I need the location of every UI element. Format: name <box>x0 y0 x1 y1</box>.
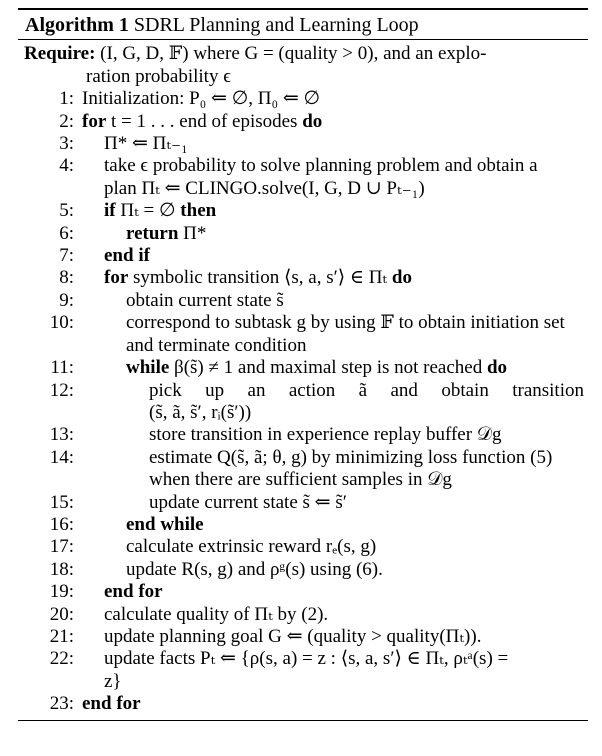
algorithm-label: Algorithm 1 <box>25 14 129 36</box>
keyword: if <box>104 200 116 222</box>
line-text <box>74 424 588 446</box>
line-text <box>74 357 588 379</box>
line-text <box>74 581 588 603</box>
algorithm-line <box>18 111 588 133</box>
algorithm-line <box>18 290 588 312</box>
statement-text: Initialization: P₀ ⇐ ∅, Π₀ ⇐ ∅ <box>82 88 321 110</box>
line-number: 21: <box>49 625 74 647</box>
line-text <box>74 245 588 267</box>
algorithm-line <box>18 581 588 603</box>
statement-continuation: z} <box>104 670 122 692</box>
keyword: for <box>82 110 107 132</box>
algorithm-line <box>18 267 588 289</box>
line-number: 13: <box>49 424 74 446</box>
keyword: do <box>391 267 412 289</box>
line-number: 3: <box>59 133 74 155</box>
line-text <box>74 492 588 514</box>
algorithm-line <box>18 223 588 245</box>
algorithm-line <box>18 312 588 357</box>
statement-text: update facts Pₜ ⇐ {ρ(s, a) = z : ⟨s, a, s′⟩ ∈ Πₜ, ρₜᵃ(s) = <box>104 648 509 670</box>
keyword: end if <box>104 245 150 267</box>
line-number: 22: <box>49 648 74 670</box>
algorithm-line <box>18 559 588 581</box>
statement-text: obtain current state s̃ <box>126 289 284 311</box>
statement-text: calculate extrinsic reward rₑ(s, g) <box>126 536 377 558</box>
line-text <box>74 223 588 245</box>
statement-text: correspond to subtask g by using 𝔽 to obtain initiation set <box>126 312 565 334</box>
bottom-rule <box>18 720 588 721</box>
line-text <box>74 267 588 289</box>
line-number: 9: <box>59 289 74 311</box>
algorithm-line <box>18 155 588 200</box>
line-text <box>74 604 588 626</box>
line-number: 17: <box>49 536 74 558</box>
line-number: 7: <box>59 245 74 267</box>
statement-text: pick up an action ã and obtain transition <box>149 379 584 401</box>
line-text <box>74 111 588 133</box>
statement-continuation: (s̃, ã, s̃′, rᵢ(s̃′)) <box>149 401 252 423</box>
require-continuation: ration probability ϵ <box>86 65 231 87</box>
line-text <box>74 155 588 200</box>
statement-text: t = 1 . . . end of episodes <box>106 110 303 132</box>
algorithm-title: SDRL Planning and Learning Loop <box>133 14 419 36</box>
keyword: for <box>104 267 129 289</box>
line-number: 14: <box>49 446 74 468</box>
keyword: then <box>180 200 217 222</box>
keyword: do <box>302 110 323 132</box>
statement-text: symbolic transition ⟨s, a, s′⟩ ∈ Πₜ <box>128 267 392 289</box>
line-number: 11: <box>50 357 74 379</box>
algorithm-line <box>18 357 588 379</box>
statement-continuation: plan Πₜ ⇐ CLINGO.solve(I, G, D ∪ Pₜ₋₁) <box>104 177 425 199</box>
keyword: end while <box>126 513 204 535</box>
line-text <box>74 312 588 357</box>
algorithm-line <box>18 492 588 514</box>
algorithm-body <box>18 40 588 715</box>
statement-text: update planning goal G ⇐ (quality > quality(Πₜ)). <box>104 625 482 647</box>
line-number: 20: <box>49 603 74 625</box>
algorithm-line <box>18 380 588 425</box>
algorithm-line <box>18 200 588 222</box>
algorithm-line <box>18 648 588 693</box>
line-text <box>74 200 588 222</box>
keyword: return <box>126 222 179 244</box>
algorithm-line <box>18 133 588 155</box>
require-line <box>18 43 588 88</box>
algorithm-line <box>18 424 588 446</box>
require-keyword: Require: <box>24 43 96 65</box>
statement-text: store transition in experience replay buffer 𝒟g <box>149 424 502 446</box>
line-number: 8: <box>59 267 74 289</box>
line-text <box>74 290 588 312</box>
algorithm-line <box>18 626 588 648</box>
algorithm-line <box>18 604 588 626</box>
statement-continuation: when there are sufficient samples in 𝒟g <box>149 469 452 491</box>
statement-text: calculate quality of Πₜ by (2). <box>104 603 329 625</box>
line-text <box>74 447 588 492</box>
statement-text: β(s̃) ≠ 1 and maximal step is not reached <box>169 357 487 379</box>
algorithm-line <box>18 245 588 267</box>
line-number: 16: <box>49 513 74 535</box>
statement-text: update R(s, g) and ρᵍ(s) using (6). <box>126 558 383 580</box>
algorithm-line <box>18 88 588 110</box>
algorithm-line <box>18 447 588 492</box>
keyword: while <box>126 357 170 379</box>
require-text: (I, G, D, 𝔽) where G = (quality > 0), and an explo- <box>100 43 487 65</box>
line-number: 6: <box>59 222 74 244</box>
line-number: 15: <box>49 491 74 513</box>
algorithm-lines <box>18 88 588 715</box>
statement-text: Π* ⇐ Πₜ₋₁ <box>104 133 188 155</box>
statement-text: Πₜ = ∅ <box>115 200 181 222</box>
line-text <box>74 514 588 536</box>
line-number: 2: <box>59 110 74 132</box>
algorithm-line <box>18 536 588 558</box>
line-number: 19: <box>49 581 74 603</box>
statement-text: update current state s̃ ⇐ s̃′ <box>149 491 347 513</box>
line-number: 12: <box>49 379 74 401</box>
line-text <box>74 626 588 648</box>
statement-text: take ϵ probability to solve planning problem and obtain a <box>104 155 538 177</box>
line-number: 1: <box>59 88 74 110</box>
line-number: 10: <box>49 312 74 334</box>
line-number: 5: <box>59 200 74 222</box>
algorithm-line <box>18 693 588 715</box>
line-number: 4: <box>59 155 74 177</box>
line-number: 18: <box>49 558 74 580</box>
line-text <box>74 88 588 110</box>
keyword: end for <box>104 581 163 603</box>
keyword: end for <box>82 693 141 715</box>
line-text <box>74 648 588 693</box>
algorithm-line <box>18 514 588 536</box>
algorithm-box <box>18 8 588 721</box>
line-text <box>74 559 588 581</box>
keyword: do <box>486 357 508 379</box>
statement-continuation: and terminate condition <box>126 334 307 356</box>
line-text <box>74 536 588 558</box>
statement-text: Π* <box>178 222 207 244</box>
line-text <box>74 380 588 425</box>
algorithm-caption <box>18 10 588 39</box>
line-text <box>74 133 588 155</box>
statement-text: estimate Q(s̃, ã; θ, g) by minimizing loss function (5) <box>149 446 553 468</box>
line-text <box>74 693 588 715</box>
line-number: 23: <box>49 693 74 715</box>
